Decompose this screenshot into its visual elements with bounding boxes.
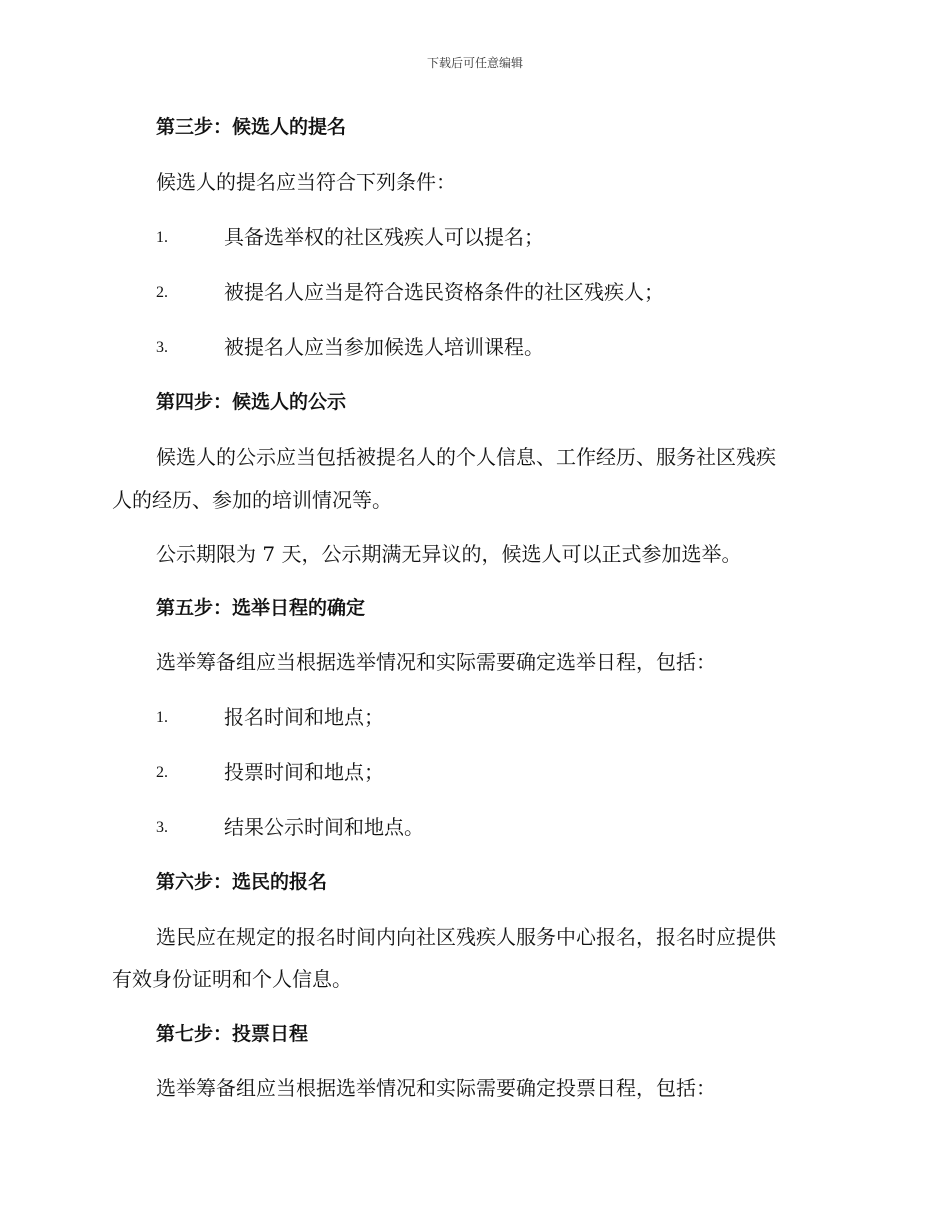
paragraph-step6-line1: 选民应在规定的报名时间内向社区残疾人服务中心报名，报名时应提供 [156,925,776,949]
list-item-text: 结果公示时间和地点。 [224,815,424,839]
list-item-number: 2. [156,284,168,301]
paragraph-step7-intro: 选举筹备组应当根据选举情况和实际需要确定投票日程，包括： [156,1076,716,1100]
paragraph-step4-line2: 人的经历、参加的培训情况等。 [112,488,392,512]
paragraph-step4-notice-period: 公示期限为 7 天，公示期满无异议的，候选人可以正式参加选举。 [156,542,742,566]
list-item-number: 1. [156,229,168,246]
section-heading-step6: 第六步：选民的报名 [156,871,328,893]
list-item-text: 具备选举权的社区残疾人可以提名； [224,225,544,249]
list-item-text: 报名时间和地点； [224,705,384,729]
list-item-number: 1. [156,709,168,726]
section-heading-step5: 第五步：选举日程的确定 [156,597,366,619]
paragraph-step3-intro: 候选人的提名应当符合下列条件： [156,170,456,194]
paragraph-step4-line1: 候选人的公示应当包括被提名人的个人信息、工作经历、服务社区残疾 [156,445,776,469]
section-heading-step3: 第三步：候选人的提名 [156,116,347,138]
list-item-number: 3. [156,819,168,836]
list-item-text: 被提名人应当是符合选民资格条件的社区残疾人； [224,280,664,304]
section-heading-step4: 第四步：候选人的公示 [156,391,347,413]
header-note: 下载后可任意编辑 [426,56,523,70]
list-item-number: 3. [156,339,168,356]
paragraph-step6-line2: 有效身份证明和个人信息。 [112,967,352,991]
list-item-text: 被提名人应当参加候选人培训课程。 [224,335,544,359]
list-item-number: 2. [156,764,168,781]
section-heading-step7: 第七步：投票日程 [156,1023,309,1045]
list-item-text: 投票时间和地点； [224,760,384,784]
paragraph-step5-intro: 选举筹备组应当根据选举情况和实际需要确定选举日程，包括： [156,650,716,674]
